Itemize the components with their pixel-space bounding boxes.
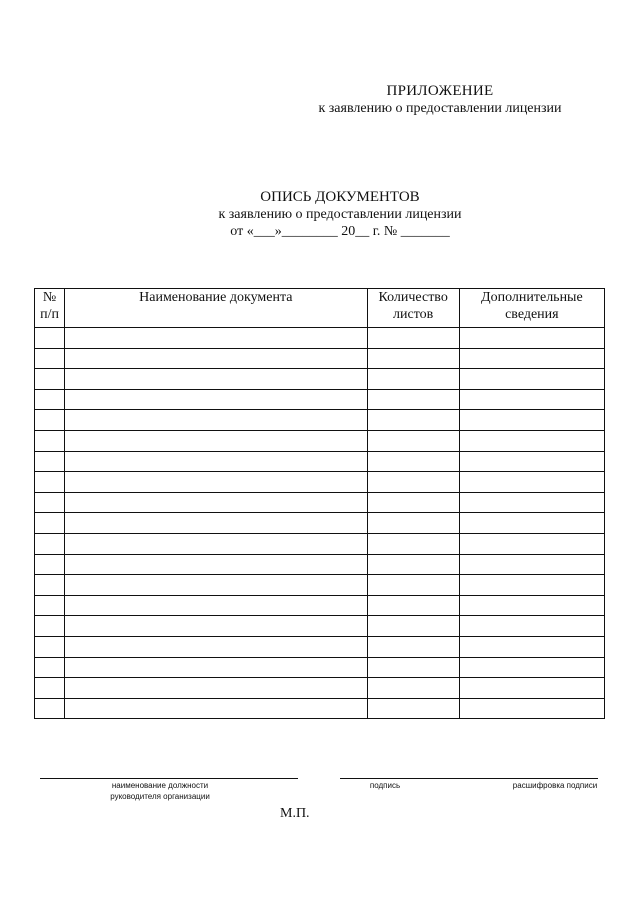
cell-quantity xyxy=(367,430,459,451)
table-row xyxy=(35,513,605,534)
cell-quantity xyxy=(367,554,459,575)
appendix-subtitle: к заявлению о предоставлении лицензии xyxy=(318,101,562,116)
cell-number xyxy=(35,513,65,534)
table-row xyxy=(35,472,605,493)
cell-number xyxy=(35,533,65,554)
cell-document-name xyxy=(65,636,368,657)
cell-quantity xyxy=(367,451,459,472)
cell-number xyxy=(35,698,65,719)
cell-quantity xyxy=(367,533,459,554)
cell-number xyxy=(35,616,65,637)
cell-number xyxy=(35,451,65,472)
decryption-caption: расшифровка подписи xyxy=(512,781,598,790)
cell-additional-info xyxy=(459,513,604,534)
signature-caption: подпись xyxy=(369,781,401,790)
inventory-heading xyxy=(190,189,490,240)
cell-additional-info xyxy=(459,389,604,410)
cell-additional-info xyxy=(459,657,604,678)
position-caption-line2: руководителя организации xyxy=(110,792,210,801)
cell-additional-info xyxy=(459,430,604,451)
cell-document-name xyxy=(65,389,368,410)
table-row xyxy=(35,328,605,349)
position-caption xyxy=(90,780,230,802)
table-row xyxy=(35,389,605,410)
cell-quantity xyxy=(367,657,459,678)
header-quantity xyxy=(367,289,459,328)
appendix-heading xyxy=(300,83,580,117)
header-number-line1: № xyxy=(42,290,57,305)
cell-document-name xyxy=(65,513,368,534)
cell-number xyxy=(35,575,65,596)
inventory-title: ОПИСЬ ДОКУМЕНТОВ xyxy=(260,189,420,205)
cell-document-name xyxy=(65,328,368,349)
stamp-place: М.П. xyxy=(280,806,310,821)
cell-additional-info xyxy=(459,636,604,657)
inventory-date-line: от «___»________ 20__ г. № _______ xyxy=(230,224,450,239)
table-row xyxy=(35,451,605,472)
position-caption-line1: наименование должности xyxy=(111,781,209,790)
table-row xyxy=(35,430,605,451)
table-row xyxy=(35,636,605,657)
header-additional-info xyxy=(459,289,604,328)
cell-document-name xyxy=(65,595,368,616)
cell-quantity xyxy=(367,698,459,719)
cell-number xyxy=(35,678,65,699)
cell-number xyxy=(35,657,65,678)
table-row xyxy=(35,410,605,431)
cell-quantity xyxy=(367,636,459,657)
cell-document-name xyxy=(65,492,368,513)
cell-additional-info xyxy=(459,533,604,554)
cell-number xyxy=(35,472,65,493)
cell-quantity xyxy=(367,369,459,390)
cell-number xyxy=(35,430,65,451)
cell-document-name xyxy=(65,554,368,575)
cell-additional-info xyxy=(459,492,604,513)
table-row xyxy=(35,554,605,575)
table-row xyxy=(35,678,605,699)
cell-number xyxy=(35,348,65,369)
table-row xyxy=(35,657,605,678)
cell-number xyxy=(35,554,65,575)
cell-document-name xyxy=(65,348,368,369)
cell-additional-info xyxy=(459,410,604,431)
table-header-row xyxy=(35,289,605,328)
header-quantity-line2: листов xyxy=(393,307,434,322)
table-row xyxy=(35,348,605,369)
cell-additional-info xyxy=(459,698,604,719)
documents-table xyxy=(34,288,605,719)
cell-quantity xyxy=(367,678,459,699)
cell-additional-info xyxy=(459,595,604,616)
cell-quantity xyxy=(367,513,459,534)
cell-additional-info xyxy=(459,616,604,637)
header-number-line2: п/п xyxy=(40,307,59,322)
header-quantity-line1: Количество xyxy=(378,290,448,305)
table-body xyxy=(35,328,605,719)
cell-additional-info xyxy=(459,575,604,596)
cell-number xyxy=(35,410,65,431)
table-row xyxy=(35,492,605,513)
cell-quantity xyxy=(367,389,459,410)
cell-additional-info xyxy=(459,472,604,493)
cell-number xyxy=(35,636,65,657)
cell-document-name xyxy=(65,657,368,678)
cell-quantity xyxy=(367,410,459,431)
position-signature-line xyxy=(40,778,298,779)
cell-number xyxy=(35,595,65,616)
header-number xyxy=(35,289,65,328)
cell-additional-info xyxy=(459,554,604,575)
cell-document-name xyxy=(65,472,368,493)
cell-document-name xyxy=(65,698,368,719)
cell-additional-info xyxy=(459,348,604,369)
cell-additional-info xyxy=(459,678,604,699)
table-row xyxy=(35,533,605,554)
cell-quantity xyxy=(367,575,459,596)
cell-quantity xyxy=(367,348,459,369)
table-row xyxy=(35,369,605,390)
cell-number xyxy=(35,328,65,349)
cell-number xyxy=(35,389,65,410)
cell-additional-info xyxy=(459,328,604,349)
table-row xyxy=(35,575,605,596)
cell-quantity xyxy=(367,492,459,513)
cell-number xyxy=(35,369,65,390)
cell-document-name xyxy=(65,430,368,451)
cell-document-name xyxy=(65,451,368,472)
table-row xyxy=(35,616,605,637)
cell-additional-info xyxy=(459,451,604,472)
cell-additional-info xyxy=(459,369,604,390)
cell-number xyxy=(35,492,65,513)
appendix-title: ПРИЛОЖЕНИЕ xyxy=(386,83,494,99)
cell-quantity xyxy=(367,616,459,637)
cell-document-name xyxy=(65,533,368,554)
header-info-line2: сведения xyxy=(505,307,559,322)
cell-document-name xyxy=(65,369,368,390)
table-row xyxy=(35,698,605,719)
inventory-subtitle: к заявлению о предоставлении лицензии xyxy=(218,207,462,222)
cell-document-name xyxy=(65,616,368,637)
header-info-line1: Дополнительные xyxy=(481,290,583,305)
cell-quantity xyxy=(367,472,459,493)
table-row xyxy=(35,595,605,616)
cell-document-name xyxy=(65,678,368,699)
cell-document-name xyxy=(65,410,368,431)
header-document-name xyxy=(65,289,368,328)
signature-decryption-line xyxy=(340,778,598,779)
header-document-name-text: Наименование документа xyxy=(139,290,293,305)
cell-document-name xyxy=(65,575,368,596)
cell-quantity xyxy=(367,328,459,349)
cell-quantity xyxy=(367,595,459,616)
